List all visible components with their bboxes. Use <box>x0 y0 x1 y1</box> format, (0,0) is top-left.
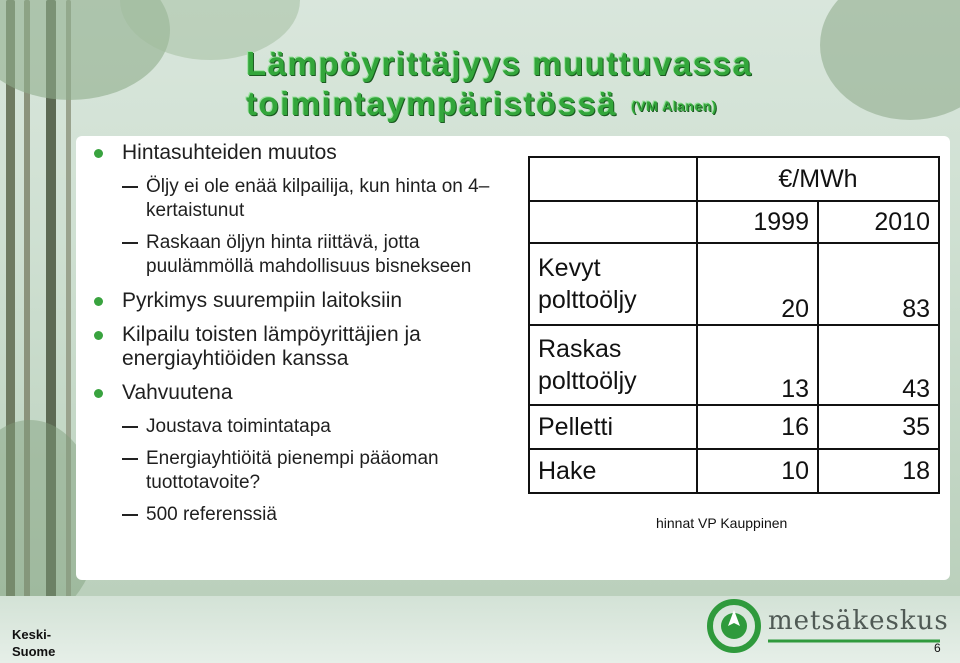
unit-header: €/MWh <box>697 157 939 201</box>
dash-icon <box>122 458 138 460</box>
value-2010: 43 <box>818 325 939 405</box>
price-table <box>528 156 940 494</box>
title-credit: (VM Alanen) <box>631 98 717 115</box>
page-number: 6 <box>934 641 941 655</box>
sub-bullet-item: 500 referenssiä <box>94 503 514 527</box>
year-1999-header: 1999 <box>697 201 818 243</box>
bullet-item: Pyrkimys suurempiin laitoksiin <box>94 289 514 313</box>
value-1999: 10 <box>697 449 818 493</box>
sub-bullet-item: Öljy ei ole enää kilpailija, kun hinta on 4–kertaistunut <box>94 175 514 223</box>
table-year-row <box>529 201 939 243</box>
metsakeskus-logo <box>706 596 949 656</box>
region-label: Keski- Suome <box>12 627 56 659</box>
value-2010: 83 <box>818 243 939 325</box>
sub-bullet-item: Energiayhtiöitä pienempi pääoman tuottotavoite? <box>94 447 514 495</box>
table-row <box>529 405 939 449</box>
bullet-dot-icon <box>94 389 103 398</box>
fuel-name: polttoöljy <box>538 367 637 395</box>
year-2010-header: 2010 <box>818 201 939 243</box>
title-line-1: Lämpöyrittäjyys muuttuvassa <box>246 45 753 82</box>
value-1999: 13 <box>697 325 818 405</box>
fuel-name: Pelletti <box>529 405 697 449</box>
fuel-name: Raskas <box>538 335 622 363</box>
logo-text: metsäkeskus <box>768 606 949 636</box>
sub-bullet-item: Raskaan öljyn hinta riittävä, jotta puulämmöllä mahdollisuus bisnekseen <box>94 231 514 279</box>
bullet-item: Hintasuhteiden muutos <box>94 141 514 165</box>
sub-bullet-item: Joustava toimintatapa <box>94 415 514 439</box>
dash-icon <box>122 426 138 428</box>
fuel-name: Hake <box>529 449 697 493</box>
bullet-list <box>94 141 514 535</box>
table-header-row <box>529 157 939 201</box>
fuel-name: polttoöljy <box>538 286 637 314</box>
table-row <box>529 449 939 493</box>
bullet-dot-icon <box>94 331 103 340</box>
bullet-item: Vahvuutena <box>94 381 514 405</box>
dash-icon <box>122 242 138 244</box>
fuel-name: Kevyt <box>538 254 601 282</box>
title-line-2: toimintaympäristössä <box>246 85 618 122</box>
dash-icon <box>122 186 138 188</box>
bullet-dot-icon <box>94 149 103 158</box>
table-row <box>529 243 939 325</box>
value-2010: 18 <box>818 449 939 493</box>
slide-title <box>246 44 946 126</box>
table-row <box>529 325 939 405</box>
value-1999: 20 <box>697 243 818 325</box>
bullet-dot-icon <box>94 297 103 306</box>
value-1999: 16 <box>697 405 818 449</box>
bullet-item: Kilpailu toisten lämpöyrittäjien ja energiayhtiöiden kanssa <box>94 323 514 371</box>
dash-icon <box>122 514 138 516</box>
value-2010: 35 <box>818 405 939 449</box>
table-source-note: hinnat VP Kauppinen <box>656 515 788 531</box>
logo-underline <box>706 596 946 656</box>
